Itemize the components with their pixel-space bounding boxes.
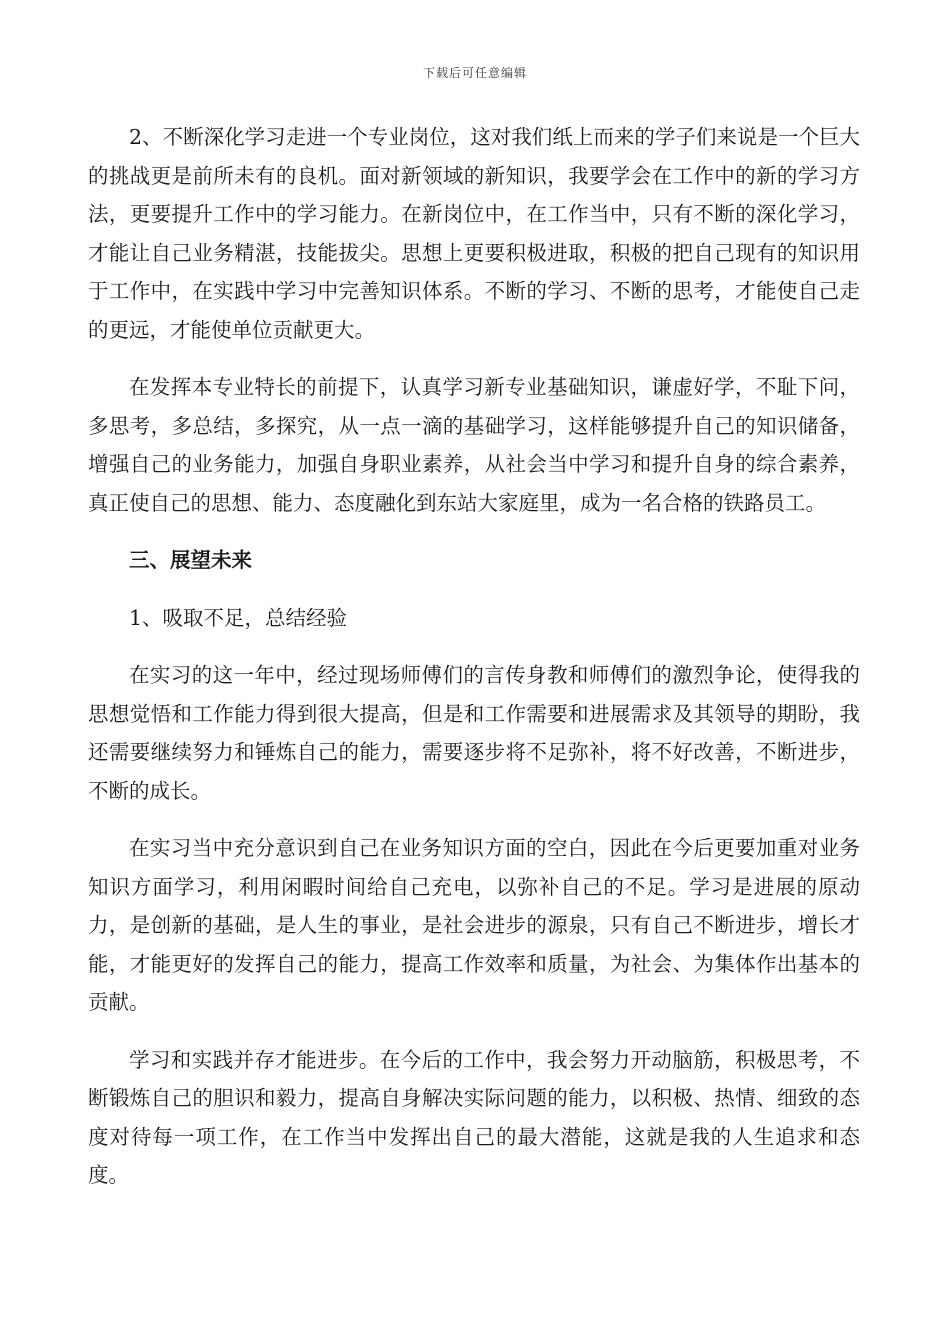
paragraph-learning-practice: 学习和实践并存才能进步。在今后的工作中，我会努力开动脑筋，积极思考，不断锻炼自己的胆识和毅力，提高自身解决实际问题的能力，以积极、热情、细致的态度对待每一项工作，在工作当中发挥出自己的最大潜能，这就是我的人生追求和态度。 xyxy=(88,1047,860,1187)
paragraph-internship-year: 在实习的这一年中，经过现场师傅们的言传身教和师傅们的激烈争论，使得我的思想觉悟和工作能力得到很大提高，但是和工作需要和进展需求及其领导的期盼，我还需要继续努力和锤炼自己的能力，需要逐步将不足弥补，将不好改善，不断进步，不断的成长。 xyxy=(88,663,860,803)
subheading: 1、吸取不足，总结经验 xyxy=(129,605,348,630)
section-heading: 三、展望未来 xyxy=(129,548,252,572)
paragraph-professional-growth: 在发挥本专业特长的前提下，认真学习新专业基础知识，谦虚好学，不耻下问，多思考，多总结，多探究，从一点一滴的基础学习，这样能够提升自己的知识储备，增强自己的业务能力，加强自身职业素养，从社会当中学习和提升自身的综合素养，真正使自己的思想、能力、态度融化到东站大家庭里，成为一名合格的铁路员工。 xyxy=(88,375,860,515)
paragraph-deepen-learning: 2、不断深化学习走进一个专业岗位，这对我们纸上而来的学子们来说是一个巨大的挑战更是前所未有的良机。面对新领域的新知识，我要学会在工作中的新的学习方法，更要提升工作中的学习能力。在新岗位中，在工作当中，只有不断的深化学习，才能让自己业务精湛，技能拔尖。思想上更要积极进取，积极的把自己现有的知识用于工作中，在实践中学习中完善知识体系。不断的学习、不断的思考，才能使自己走的更远，才能使单位贡献更大。 xyxy=(88,125,860,342)
paragraph-knowledge-gaps: 在实习当中充分意识到自己在业务知识方面的空白，因此在今后更要加重对业务知识方面学习，利用闲暇时间给自己充电，以弥补自己的不足。学习是进展的原动力，是创新的基础，是人生的事业，是社会进步的源泉，只有自己不断进步，增长才能，才能更好的发挥自己的能力，提高工作效率和质量，为社会、为集体作出基本的贡献。 xyxy=(88,836,860,1014)
document-body xyxy=(88,118,860,1214)
header-note: 下载后可任意编辑 xyxy=(422,66,527,80)
